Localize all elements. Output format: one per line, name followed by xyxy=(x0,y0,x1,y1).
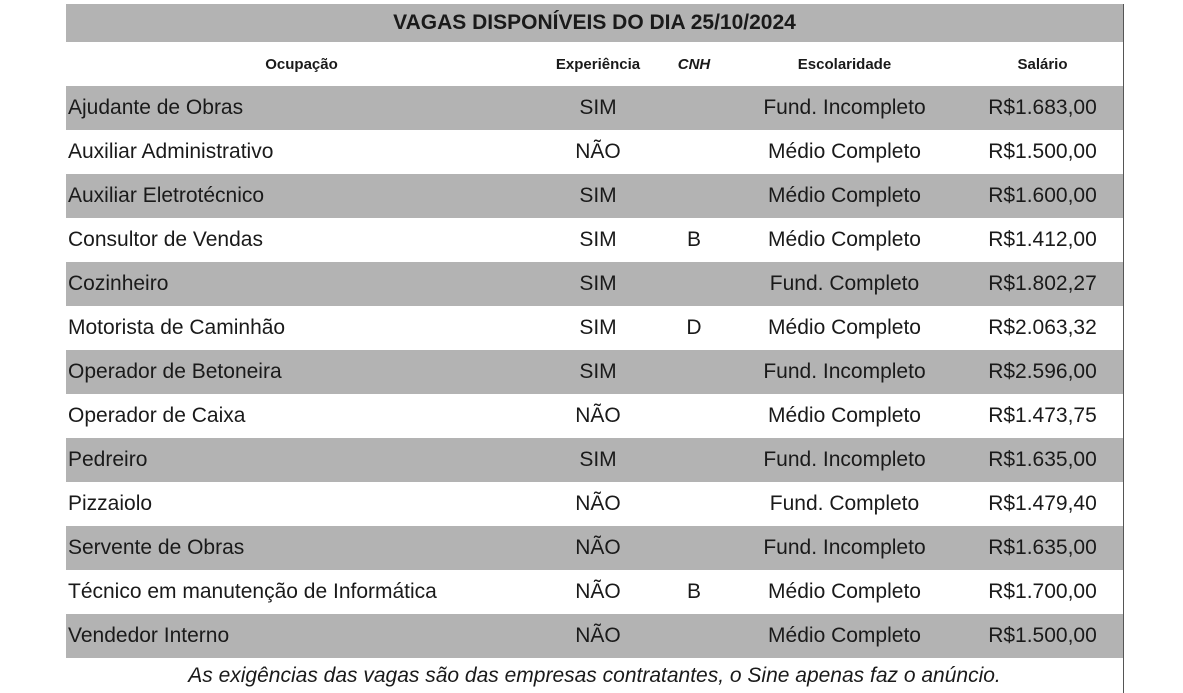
table-row xyxy=(66,262,1123,306)
cell-salary: R$1.473,75 xyxy=(988,404,1097,427)
cell-cnh: B xyxy=(686,228,701,251)
cell-occupation: Pizzaiolo xyxy=(68,492,153,515)
cell-education: Fund. Incompleto xyxy=(763,360,926,383)
cell-education: Fund. Completo xyxy=(769,492,920,515)
cell-occupation: Técnico em manutenção de Informática xyxy=(68,580,437,603)
cell-education: Fund. Incompleto xyxy=(763,448,926,471)
cell-education: Fund. Completo xyxy=(769,272,920,295)
header-experience: Experiência xyxy=(555,55,641,73)
cell-salary: R$1.700,00 xyxy=(988,580,1097,603)
cell-occupation: Consultor de Vendas xyxy=(68,228,263,251)
table-header-row xyxy=(66,42,1123,86)
cell-experience: SIM xyxy=(579,228,617,251)
cell-education: Médio Completo xyxy=(768,184,921,207)
cell-experience: NÃO xyxy=(575,404,621,427)
cell-salary: R$1.635,00 xyxy=(988,448,1097,471)
cell-experience: NÃO xyxy=(575,140,621,163)
cell-experience: SIM xyxy=(579,316,617,339)
cell-salary: R$1.600,00 xyxy=(988,184,1097,207)
table-row xyxy=(66,570,1123,614)
cell-cnh: D xyxy=(686,316,702,339)
cell-occupation: Operador de Caixa xyxy=(68,404,246,427)
table-row xyxy=(66,174,1123,218)
cell-salary: R$1.802,27 xyxy=(988,272,1097,295)
cell-occupation: Motorista de Caminhão xyxy=(68,316,286,339)
job-listings-sheet xyxy=(66,4,1123,693)
table-row xyxy=(66,526,1123,570)
cell-occupation: Ajudante de Obras xyxy=(68,96,244,119)
cell-occupation: Pedreiro xyxy=(68,448,148,471)
cell-salary: R$1.635,00 xyxy=(988,536,1097,559)
cell-occupation: Operador de Betoneira xyxy=(68,360,282,383)
cell-occupation: Vendedor Interno xyxy=(68,624,230,647)
cell-education: Médio Completo xyxy=(768,140,921,163)
table-row xyxy=(66,614,1123,658)
table-row xyxy=(66,482,1123,526)
cell-salary: R$2.596,00 xyxy=(988,360,1097,383)
cell-experience: SIM xyxy=(579,360,617,383)
cell-education: Fund. Incompleto xyxy=(763,96,926,119)
cell-salary: R$1.500,00 xyxy=(988,624,1097,647)
cell-experience: NÃO xyxy=(575,624,621,647)
cell-experience: NÃO xyxy=(575,580,621,603)
table-row xyxy=(66,306,1123,350)
cell-education: Fund. Incompleto xyxy=(763,536,926,559)
footer-note: As exigências das vagas são das empresas contratantes, o Sine apenas faz o anúncio. xyxy=(188,663,1001,687)
table-row xyxy=(66,350,1123,394)
cell-education: Médio Completo xyxy=(768,316,921,339)
table-row xyxy=(66,394,1123,438)
cell-experience: NÃO xyxy=(575,492,621,515)
cell-education: Médio Completo xyxy=(768,228,921,251)
cell-occupation: Servente de Obras xyxy=(68,536,245,559)
cell-education: Médio Completo xyxy=(768,624,921,647)
cell-experience: SIM xyxy=(579,272,617,295)
cell-experience: NÃO xyxy=(575,536,621,559)
table-row xyxy=(66,86,1123,130)
cell-salary: R$2.063,32 xyxy=(988,316,1097,339)
cell-salary: R$1.412,00 xyxy=(988,228,1097,251)
table-row xyxy=(66,438,1123,482)
cell-occupation: Cozinheiro xyxy=(68,272,169,295)
cell-salary: R$1.479,40 xyxy=(988,492,1097,515)
cell-occupation: Auxiliar Administrativo xyxy=(68,140,274,163)
cell-occupation: Auxiliar Eletrotécnico xyxy=(68,184,265,207)
cell-cnh: B xyxy=(686,580,701,603)
table-row xyxy=(66,130,1123,174)
right-border-line xyxy=(1123,4,1124,693)
sheet-title: VAGAS DISPONÍVEIS DO DIA 25/10/2024 xyxy=(66,4,1123,42)
cell-salary: R$1.500,00 xyxy=(988,140,1097,163)
cell-experience: SIM xyxy=(579,184,617,207)
header-cnh: CNH xyxy=(677,55,711,73)
cell-education: Médio Completo xyxy=(768,404,921,427)
header-occupation: Ocupação xyxy=(265,55,338,73)
cell-education: Médio Completo xyxy=(768,580,921,603)
cell-salary: R$1.683,00 xyxy=(988,96,1097,119)
header-salary: Salário xyxy=(1017,55,1068,73)
header-education: Escolaridade xyxy=(797,55,892,73)
cell-experience: SIM xyxy=(579,96,617,119)
table-row xyxy=(66,218,1123,262)
cell-experience: SIM xyxy=(579,448,617,471)
table-body xyxy=(66,86,1123,658)
